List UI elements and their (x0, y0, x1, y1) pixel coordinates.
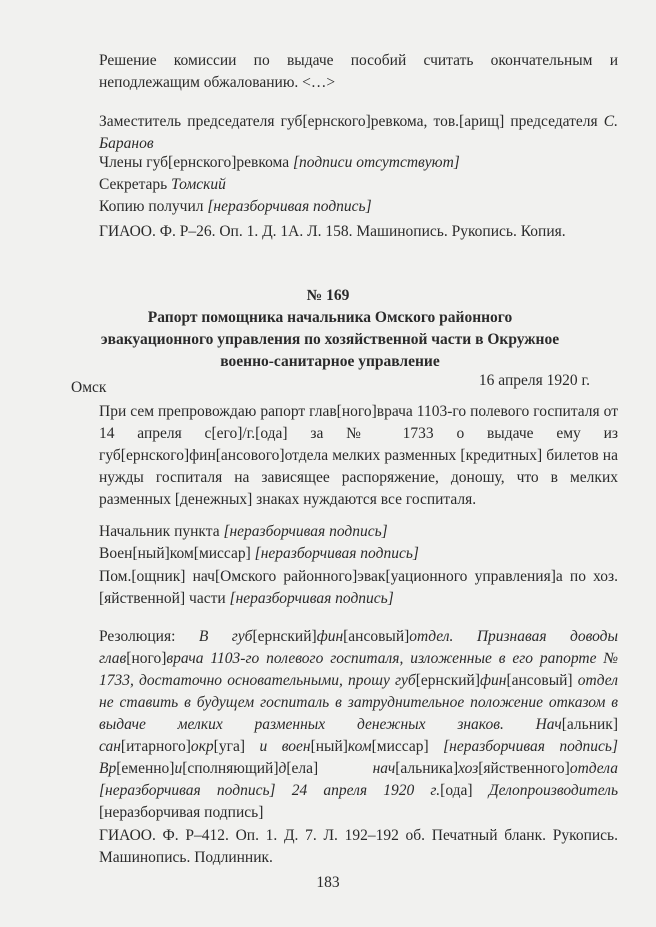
resolution-label: Резолюция: (99, 628, 199, 645)
signature-assistant-text: Пом.[ощник] нач[Омского районного]эвак[уационного управления]а по хоз.[яйственной] части (99, 568, 618, 607)
signature-commissar-note: [неразборчивая подпись] (254, 545, 419, 562)
resolution-part: отдела [неразборчивая подпись] 24 апреля 1920 г. (99, 760, 618, 799)
resolution-part: [ного] (126, 650, 167, 667)
signature-chief-note: [неразборчивая подпись] (223, 523, 388, 540)
document-title: Рапорт помощника начальника Омского районного эвакуационного управления по хозяйственной части в Окружное военно-санитарное управление (100, 309, 560, 370)
resolution-part: [неразборчивая подпись] Вр (99, 738, 618, 777)
resolution-part: [ансовый] (506, 672, 573, 689)
resolution-part: [альника] (395, 760, 459, 777)
resolution-part: фин (316, 628, 344, 645)
signature-deputy-name: С. Баранов (99, 113, 618, 152)
resolution-part: [миссар] (371, 738, 429, 755)
signature-members (71, 152, 618, 174)
resolution-part: врача 1103-го полевого госпиталя, изложенные в его рапорте № 1733, достаточно основательными, прошу губ (99, 650, 618, 689)
archive-source-1: ГИАОО. Ф. Р–26. Оп. 1. Д. 1А. Л. 158. Машинопись. Рукопись. Копия. (99, 223, 566, 240)
signature-assistant-note: [неразборчивая подпись] (229, 590, 394, 607)
document-number: № 169 (306, 287, 350, 304)
resolution-part: фин (479, 672, 507, 689)
resolution-part: [итарного] (120, 738, 191, 755)
signature-secretary-name: Томский (171, 176, 226, 193)
resolution-part: [неразборчивая подпись] (99, 804, 264, 821)
resolution-paragraph (71, 626, 618, 824)
signature-assistant (71, 566, 618, 610)
page-number: 183 (316, 874, 340, 891)
signature-secretary-text: Секретарь (99, 176, 172, 193)
resolution-part: [еменно] (116, 760, 175, 777)
signature-members-text: Члены губ[ернского]ревкома (99, 154, 294, 171)
resolution-part: ком (347, 738, 372, 755)
signature-members-note: [подписи отсутствуют] (293, 154, 460, 171)
archive-source-2: ГИАОО. Ф. Р–412. Оп. 1. Д. 7. Л. 192–192 об. Печатный бланк. Рукопись. Машинопись. Подлинник. (99, 827, 618, 866)
signature-copy-text: Копию получил (99, 198, 208, 215)
resolution-part: [ела] (286, 760, 319, 777)
resolution-part: [ернский] (415, 672, 480, 689)
signature-commissar (71, 543, 618, 565)
signature-deputy (71, 111, 618, 155)
signature-chief (71, 521, 618, 543)
signature-deputy-text: Заместитель председателя губ[ернского]ревкома, тов.[арищ] председателя (99, 113, 604, 130)
resolution-part: сан (99, 738, 121, 755)
resolution-part: отдел не ставить в будущем госпиталь в затруднительное положение отказом в выдаче мелких разменных денежных знаков. Нач (99, 672, 618, 733)
document-place: Омск (71, 379, 107, 396)
resolution-part: Делопроизводитель (472, 782, 618, 799)
resolution-part: и (174, 760, 183, 777)
resolution-part: [сполняющий] (182, 760, 279, 777)
resolution-part: [ернский] (252, 628, 317, 645)
paragraph-decision: Решение комиссии по выдаче пособий считать окончательным и неподлежащим обжалованию. <…> (99, 52, 618, 91)
resolution-part: отдел. Признавая доводы глав (99, 628, 618, 667)
resolution-part: [ансовый] (343, 628, 410, 645)
resolution-part: [ный] (310, 738, 348, 755)
resolution-part: В губ (198, 628, 253, 645)
document-date: 16 апреля 1920 г. (478, 372, 590, 389)
signature-chief-text: Начальник пункта (99, 523, 224, 540)
resolution-part: [альник] (561, 716, 618, 733)
signature-copy (71, 196, 618, 218)
signature-secretary (71, 174, 618, 196)
resolution-part: и воен (244, 738, 311, 755)
signature-copy-note: [неразборчивая подпись] (207, 198, 372, 215)
resolution-part: хоз (458, 760, 479, 777)
resolution-part: [яйственного] (478, 760, 570, 777)
resolution-part: д (278, 760, 287, 777)
resolution-part: окр (190, 738, 214, 755)
signature-commissar-text: Воен[ный]ком[миссар] (99, 545, 255, 562)
resolution-part: [уга] (213, 738, 245, 755)
resolution-part: нач (318, 760, 396, 777)
resolution-part: [ода] (440, 782, 473, 799)
document-body: При сем препровождаю рапорт глав[ного]врача 1103-го полевого госпиталя от 14 апреля с[его]/г.[ода] за № 1733 о выдаче ему из губ[ернского]фин[ансового]отдела мелких разменных [кредитных] билетов на нужды госпиталя на зависящее распоряжение, доношу, что в мелких разменных [денежных] знаках нуждаются все госпиталя. (99, 403, 618, 508)
